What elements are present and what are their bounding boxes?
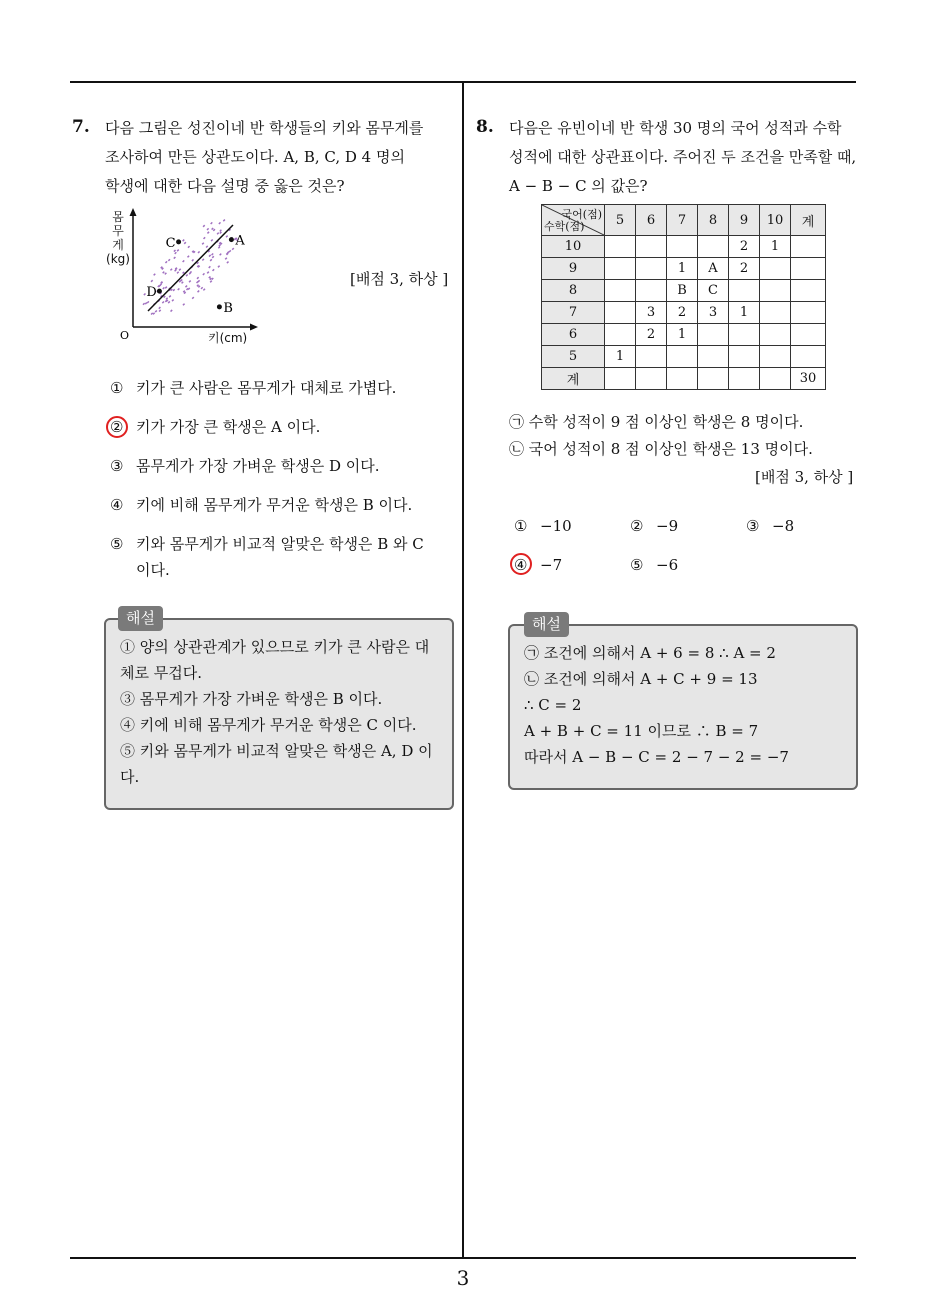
point-b xyxy=(217,304,222,309)
cloud-dot xyxy=(226,236,228,238)
answer-mark-circle xyxy=(106,416,128,438)
table-cell: 1 xyxy=(605,346,636,368)
table-row xyxy=(542,324,826,346)
x-axis-arrow xyxy=(250,324,258,331)
point-label-a: A xyxy=(235,233,245,249)
column-divider xyxy=(462,82,464,1258)
cloud-dot xyxy=(144,293,146,295)
table-cell: 3 xyxy=(698,302,729,324)
row-header: 6 xyxy=(542,324,605,346)
cloud-dot xyxy=(207,232,209,234)
table-cell xyxy=(791,280,826,302)
q8-condition-2: ㉡ 국어 성적이 8 점 이상인 학생은 13 명이다. xyxy=(509,440,813,458)
cloud-dot xyxy=(163,287,165,289)
cloud-dot xyxy=(168,259,170,261)
col-header: 10 xyxy=(760,205,791,236)
page-number: 3 xyxy=(456,1266,470,1290)
correlation-table xyxy=(541,204,826,390)
choice-text: 키와 몸무게가 비교적 알맞은 학생은 B 와 C xyxy=(136,535,424,553)
cloud-dot xyxy=(220,254,222,256)
cloud-dot xyxy=(172,300,174,302)
table-cell xyxy=(729,280,760,302)
x-axis-label: 키(cm) xyxy=(208,331,248,345)
explanation-line: A + B + C = 11 이므로 ∴ B = 7 xyxy=(524,722,759,740)
q8-text-line: A − B − C 의 값은? xyxy=(509,177,648,195)
cloud-dot xyxy=(151,280,153,282)
cloud-dot xyxy=(203,225,205,227)
cloud-dot xyxy=(143,303,145,305)
q8-text-line: 성적에 대한 상관표이다. 주어진 두 조건을 만족할 때, xyxy=(509,148,857,166)
cloud-dot xyxy=(189,281,191,283)
table-cell: C xyxy=(698,280,729,302)
explanation-line: ① 양의 상관관계가 있으므로 키가 큰 사람은 대 xyxy=(120,638,430,656)
q7-explanation-tag: 해설 xyxy=(118,606,163,631)
q7-choice-5[interactable] xyxy=(110,531,424,583)
cloud-dot xyxy=(188,256,190,258)
table-cell xyxy=(760,302,791,324)
cloud-dot xyxy=(192,297,194,299)
choice-text-continued: 이다. xyxy=(136,561,170,579)
table-cell: 1 xyxy=(729,302,760,324)
q7-text-line: 학생에 대한 다음 설명 중 옳은 것은? xyxy=(105,177,345,195)
cloud-dot xyxy=(209,276,211,278)
table-row xyxy=(542,368,826,390)
table-cell xyxy=(667,368,698,390)
cloud-dot xyxy=(189,273,191,275)
table-cell: 2 xyxy=(729,258,760,280)
y-axis-label-line: 몸 xyxy=(112,210,124,224)
cloud-dot xyxy=(168,301,170,303)
table-cell xyxy=(698,324,729,346)
choice-text: 키가 큰 사람은 몸무게가 대체로 가볍다. xyxy=(136,379,397,397)
table-cell: 2 xyxy=(636,324,667,346)
cloud-dot xyxy=(155,310,157,312)
labeled-points xyxy=(146,234,245,316)
cloud-dot xyxy=(198,251,200,253)
cloud-dot xyxy=(225,258,227,260)
q8-explanation-tag: 해설 xyxy=(524,612,569,637)
cloud-dot xyxy=(182,282,184,284)
explanation-line: ④ 키에 비해 몸무게가 무거운 학생은 C 이다. xyxy=(120,716,417,734)
table-cell xyxy=(667,236,698,258)
explanation-line: 다. xyxy=(120,768,140,786)
choice-number: ① xyxy=(110,379,124,397)
cloud-dot xyxy=(212,256,214,258)
cloud-dot xyxy=(198,286,200,288)
point-d xyxy=(157,289,162,294)
table-cell xyxy=(605,324,636,346)
choice-number: ④ xyxy=(110,496,124,514)
table-cell xyxy=(636,258,667,280)
cloud-dot xyxy=(219,222,221,224)
cloud-dot xyxy=(185,286,187,288)
cloud-dot xyxy=(197,285,199,287)
cloud-dot xyxy=(217,233,219,235)
explanation-line: 체로 무겁다. xyxy=(120,664,202,682)
y-axis-label-line: 무 xyxy=(112,224,124,238)
table-cell xyxy=(760,258,791,280)
y-axis-label-line: 게 xyxy=(112,238,124,252)
cloud-dot xyxy=(173,289,175,291)
col-header: 9 xyxy=(729,205,760,236)
cloud-dot xyxy=(223,220,225,222)
cloud-dot xyxy=(210,259,212,261)
table-cell xyxy=(698,346,729,368)
explanation-line: ㉠ 조건에 의해서 A + 6 = 8 ∴ A = 2 xyxy=(524,644,776,662)
table-cell: 2 xyxy=(667,302,698,324)
cloud-dot xyxy=(210,278,212,280)
explanation-line: ③ 몸무게가 가장 가벼운 학생은 B 이다. xyxy=(120,690,383,708)
table-cell xyxy=(791,346,826,368)
cloud-dot xyxy=(183,272,185,274)
table-cell xyxy=(729,368,760,390)
table-row xyxy=(542,280,826,302)
choice-text: 몸무게가 가장 가벼운 학생은 D 이다. xyxy=(136,457,380,475)
q8-explanation-box xyxy=(508,624,858,790)
q7-text xyxy=(105,114,455,201)
cloud-dot xyxy=(164,296,166,298)
row-header: 9 xyxy=(542,258,605,280)
cloud-dot xyxy=(165,261,167,263)
cloud-dot xyxy=(218,247,220,249)
choice-number: ⑤ xyxy=(630,556,644,574)
q8-choice-5[interactable] xyxy=(630,552,678,578)
point-label-b: B xyxy=(223,300,233,316)
choice-number: ③ xyxy=(110,457,124,475)
table-cell xyxy=(791,236,826,258)
explanation-line: ㉡ 조건에 의해서 A + C + 9 = 13 xyxy=(524,670,758,688)
cloud-dot xyxy=(175,270,177,272)
row-header: 5 xyxy=(542,346,605,368)
cloud-dot xyxy=(177,272,179,274)
table-cell: B xyxy=(667,280,698,302)
choice-number: ① xyxy=(514,517,528,535)
cloud-dot xyxy=(210,281,212,283)
cloud-dot xyxy=(153,313,155,315)
col-header: 계 xyxy=(791,205,826,236)
cloud-dot xyxy=(202,243,204,245)
cloud-dot xyxy=(192,259,194,261)
table-cell xyxy=(605,280,636,302)
table-cell xyxy=(605,236,636,258)
cloud-dot xyxy=(212,278,214,280)
cloud-dot xyxy=(213,269,215,271)
cloud-dot xyxy=(165,273,167,275)
col-header: 5 xyxy=(605,205,636,236)
table-cell xyxy=(791,258,826,280)
table-cell: 1 xyxy=(667,324,698,346)
y-axis-label xyxy=(103,210,133,266)
cloud-dot xyxy=(211,222,213,224)
q7-choice-1[interactable] xyxy=(110,375,396,401)
cloud-dot xyxy=(206,246,208,248)
cloud-dot xyxy=(198,291,200,293)
table-cell: 30 xyxy=(791,368,826,390)
row-header: 10 xyxy=(542,236,605,258)
cloud-dot xyxy=(183,291,185,293)
cloud-dot xyxy=(229,250,231,252)
table-cell xyxy=(698,236,729,258)
table-cell xyxy=(636,236,667,258)
table-cell: 1 xyxy=(760,236,791,258)
q8-condition-1: ㉠ 수학 성적이 9 점 이상인 학생은 8 명이다. xyxy=(509,413,804,431)
cloud-dot xyxy=(166,298,168,300)
q8-choice-3[interactable] xyxy=(746,513,794,539)
q8-number: 8. xyxy=(476,117,494,137)
choice-text: 키에 비해 몸무게가 무거운 학생은 B 이다. xyxy=(136,496,413,514)
table-row xyxy=(542,346,826,368)
cloud-dot xyxy=(197,281,199,283)
cloud-dot xyxy=(209,266,211,268)
q8-explanation-lines xyxy=(524,640,844,770)
cloud-dot xyxy=(181,279,183,281)
table-cell xyxy=(636,280,667,302)
cloud-dot xyxy=(212,254,214,256)
col-header: 7 xyxy=(667,205,698,236)
table-cell xyxy=(605,368,636,390)
cloud-dot xyxy=(169,296,171,298)
q7-text-line: 다음 그림은 성진이네 반 학생들의 키와 몸무게를 xyxy=(105,119,424,137)
table-cell xyxy=(760,324,791,346)
q7-choice-3[interactable] xyxy=(110,453,380,479)
q8-text xyxy=(509,114,859,201)
cloud-dot xyxy=(207,272,209,274)
cloud-dot xyxy=(219,245,221,247)
choice-number: ② xyxy=(630,517,644,535)
point-label-c: C xyxy=(165,235,176,251)
table-header-row xyxy=(542,205,826,236)
cloud-dot xyxy=(204,237,206,239)
cloud-dot xyxy=(220,230,222,232)
q7-explanation-box xyxy=(104,618,454,810)
explanation-line: ∴ C = 2 xyxy=(524,696,582,714)
point-c xyxy=(176,239,181,244)
cloud-dot xyxy=(159,310,161,312)
cloud-dot xyxy=(183,304,185,306)
table-row xyxy=(542,236,826,258)
table-cell xyxy=(605,258,636,280)
cloud-dot xyxy=(211,239,213,241)
cloud-dot xyxy=(203,289,205,291)
q7-choice-2[interactable] xyxy=(110,414,320,440)
choice-text: −6 xyxy=(656,556,679,574)
cloud-dot xyxy=(212,228,214,230)
cloud-dot xyxy=(184,242,186,244)
table-cell xyxy=(729,346,760,368)
row-header: 계 xyxy=(542,368,605,390)
table-cell: 3 xyxy=(636,302,667,324)
cloud-dot xyxy=(197,262,199,264)
q8-choice-1[interactable] xyxy=(514,513,572,539)
table-cell xyxy=(698,368,729,390)
cloud-dot xyxy=(170,269,172,271)
cloud-dot xyxy=(179,269,181,271)
choice-text: 키가 가장 큰 학생은 A 이다. xyxy=(136,418,321,436)
table-cell xyxy=(667,346,698,368)
cloud-dot xyxy=(145,302,147,304)
choice-number: ⑤ xyxy=(110,535,124,553)
cloud-dot xyxy=(203,273,205,275)
cloud-dot xyxy=(165,287,167,289)
row-header: 8 xyxy=(542,280,605,302)
table-cell xyxy=(760,280,791,302)
cloud-dot xyxy=(184,292,186,294)
col-header: 6 xyxy=(636,205,667,236)
cloud-dot xyxy=(201,287,203,289)
table-cell: A xyxy=(698,258,729,280)
choice-text: −8 xyxy=(772,517,795,535)
choice-text: −9 xyxy=(656,517,679,535)
cloud-dot xyxy=(159,307,161,309)
cloud-dot xyxy=(162,268,164,270)
table-cell xyxy=(605,302,636,324)
choice-text: −7 xyxy=(540,556,563,574)
cloud-dot xyxy=(220,232,222,234)
table-cell xyxy=(760,368,791,390)
q8-score: [배점 3, 하상 ] xyxy=(755,468,854,486)
cloud-dot xyxy=(162,302,164,304)
q7-text-line: 조사하여 만든 상관도이다. A, B, C, D 4 명의 xyxy=(105,148,405,166)
explanation-line: 따라서 A − B − C = 2 − 7 − 2 = −7 xyxy=(524,748,789,766)
choice-text: −10 xyxy=(540,517,572,535)
q8-text-line: 다음은 유빈이네 반 학생 30 명의 국어 성적과 수학 xyxy=(509,119,842,137)
row-header: 7 xyxy=(542,302,605,324)
table-cell xyxy=(636,346,667,368)
table-cell xyxy=(760,346,791,368)
cloud-dot xyxy=(227,262,229,264)
point-a xyxy=(229,237,234,242)
cloud-dot xyxy=(161,267,163,269)
cloud-dot xyxy=(186,288,188,290)
cloud-dot xyxy=(218,266,220,268)
col-header: 8 xyxy=(698,205,729,236)
answer-mark-circle xyxy=(510,553,532,575)
corner-top-label: 국어(점) xyxy=(561,208,602,221)
cloud-dot xyxy=(154,274,156,276)
cloud-dot xyxy=(151,313,153,315)
cloud-dot xyxy=(183,240,185,242)
table-corner-cell xyxy=(542,205,605,236)
cloud-dot xyxy=(171,310,173,312)
table-cell: 2 xyxy=(729,236,760,258)
origin-label: O xyxy=(120,329,130,342)
q8-choice-2[interactable] xyxy=(630,513,678,539)
table-cell xyxy=(791,324,826,346)
cloud-dot xyxy=(174,257,176,259)
cloud-dot xyxy=(163,272,165,274)
corner-bottom-label: 수학(점) xyxy=(544,220,585,233)
cloud-dot xyxy=(183,260,185,262)
cloud-dot xyxy=(207,228,209,230)
choice-number: ④ xyxy=(514,556,528,574)
table-row xyxy=(542,302,826,324)
cloud-dot xyxy=(175,252,177,254)
cloud-dot xyxy=(178,288,180,290)
q7-score: [배점 3, 하상 ] xyxy=(350,270,449,288)
cloud-dot xyxy=(202,259,204,261)
q7-choice-4[interactable] xyxy=(110,492,412,518)
bottom-rule xyxy=(70,1257,856,1259)
choice-number: ② xyxy=(110,418,124,436)
cloud-dot xyxy=(188,246,190,248)
point-label-d: D xyxy=(146,285,157,301)
cloud-dot xyxy=(209,255,211,257)
table-row xyxy=(542,258,826,280)
y-axis-label-line: (kg) xyxy=(106,252,130,266)
cloud-dot xyxy=(213,229,215,231)
cloud-dot xyxy=(147,301,149,303)
table-cell: 1 xyxy=(667,258,698,280)
explanation-line: ⑤ 키와 몸무게가 비교적 알맞은 학생은 A, D 이 xyxy=(120,742,433,760)
table-cell xyxy=(729,324,760,346)
choice-number: ③ xyxy=(746,517,760,535)
table-cell xyxy=(636,368,667,390)
table-cell xyxy=(791,302,826,324)
q7-explanation-lines xyxy=(120,634,440,790)
q7-number: 7. xyxy=(72,117,90,137)
cloud-dot xyxy=(232,248,234,250)
cloud-dot xyxy=(186,275,188,277)
cloud-dot xyxy=(197,277,199,279)
cloud-dot xyxy=(177,250,179,252)
